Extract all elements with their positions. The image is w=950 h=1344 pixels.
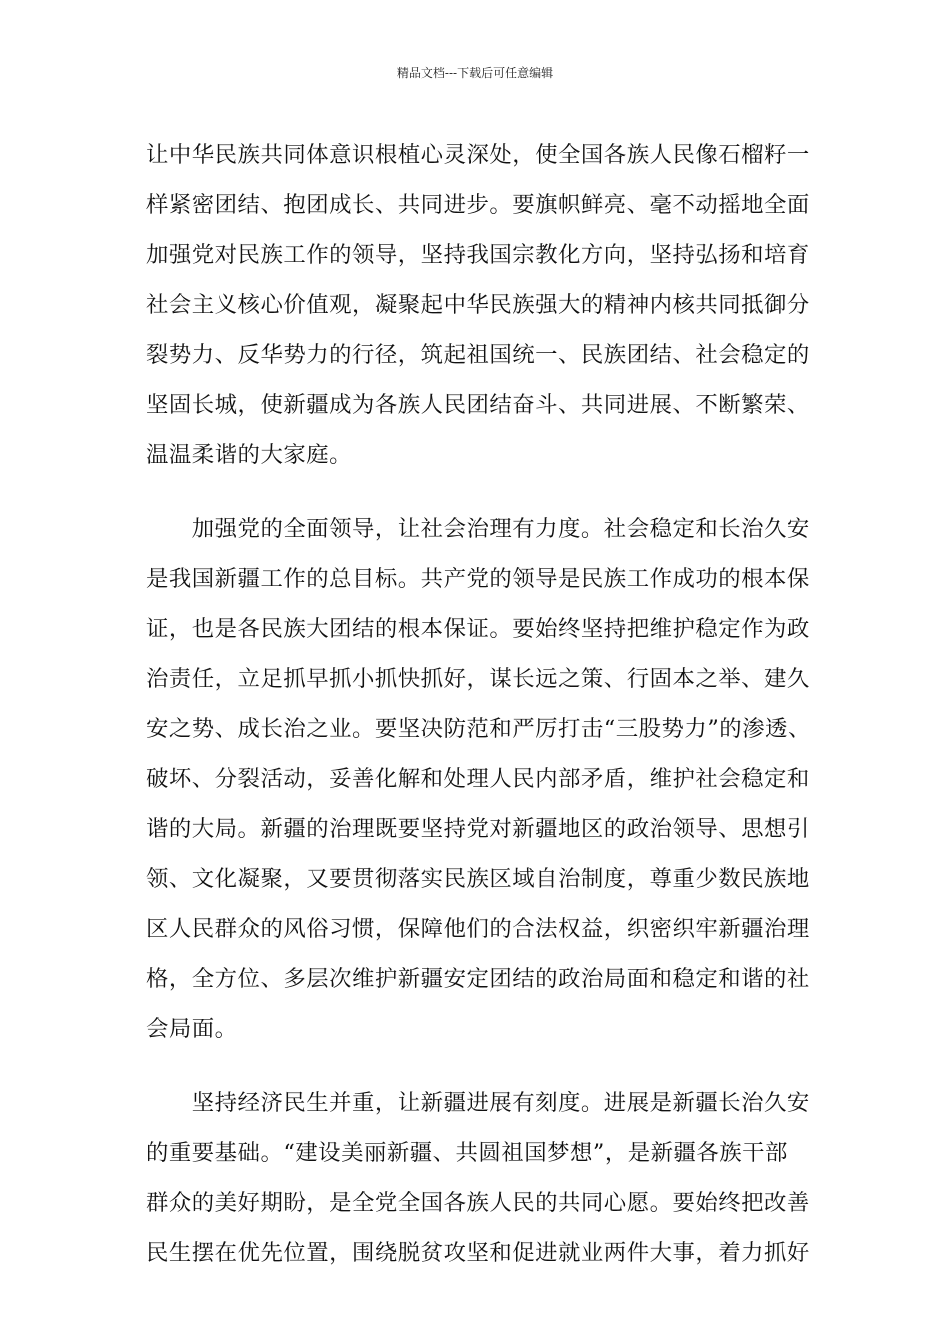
- paragraph-3: [146, 1078, 810, 1278]
- text-line: 治责任，立足抓早抓小抓快抓好，谋长远之策、行固本之举、建久: [146, 666, 810, 692]
- text-line: 群众的美好期盼，是全党全国各族人民的共同心愿。要始终把改善: [146, 1190, 810, 1216]
- text-line: 区人民群众的风俗习惯，保障他们的合法权益，织密织牢新疆治理: [146, 916, 810, 942]
- text-line: 的重要基础。“建设美丽新疆、共圆祖国梦想”，是新疆各族干部: [146, 1140, 788, 1166]
- text-line: 社会主义核心价值观，凝聚起中华民族强大的精神内核共同抵御分: [146, 292, 810, 318]
- text-line: 领、文化凝聚，又要贯彻落实民族区域自治制度，尊重少数民族地: [146, 866, 810, 892]
- paragraph-spacer: [146, 1054, 806, 1078]
- page-header: 精品文档---下载后可任意编辑: [396, 66, 554, 80]
- paragraph-spacer: [146, 480, 806, 504]
- text-line: 坚持经济民生并重，让新疆进展有刻度。进展是新疆长治久安: [146, 1090, 810, 1116]
- text-line: 让中华民族共同体意识根植心灵深处，使全国各族人民像石榴籽一: [146, 142, 810, 168]
- text-line: 是我国新疆工作的总目标。共产党的领导是民族工作成功的根本保: [146, 566, 810, 592]
- text-line: 温温柔谐的大家庭。: [146, 442, 353, 468]
- document-body: [146, 130, 811, 1278]
- text-line: 安之势、成长治之业。要坚决防范和严厉打击“三股势力”的渗透、: [146, 716, 811, 742]
- text-line: 裂势力、反华势力的行径，筑起祖国统一、民族团结、社会稳定的: [146, 342, 810, 368]
- text-line: 证，也是各民族大团结的根本保证。要始终坚持把维护稳定作为政: [146, 616, 810, 642]
- text-line: 坚固长城，使新疆成为各族人民团结奋斗、共同进展、不断繁荣、: [146, 392, 810, 418]
- text-line: 谐的大局。新疆的治理既要坚持党对新疆地区的政治领导、思想引: [146, 816, 810, 842]
- text-line: 破坏、分裂活动，妥善化解和处理人民内部矛盾，维护社会稳定和: [146, 766, 810, 792]
- text-line: 加强党的全面领导，让社会治理有力度。社会稳定和长治久安: [146, 516, 810, 542]
- text-line: 样紧密团结、抱团成长、共同进步。要旗帜鲜亮、毫不动摇地全面: [146, 192, 810, 218]
- text-line: 加强党对民族工作的领导，坚持我国宗教化方向，坚持弘扬和培育: [146, 242, 810, 268]
- paragraph-2: [146, 504, 811, 1054]
- paragraph-1: [146, 130, 810, 480]
- text-line: 格，全方位、多层次维护新疆安定团结的政治局面和稳定和谐的社: [146, 966, 810, 992]
- text-line: 会局面。: [146, 1016, 238, 1042]
- text-line: 民生摆在优先位置，围绕脱贫攻坚和促进就业两件大事，着力抓好: [146, 1240, 810, 1266]
